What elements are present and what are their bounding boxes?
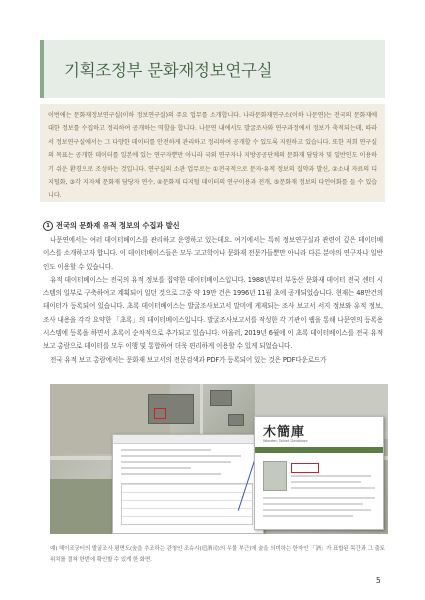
text-line [121,473,221,475]
aerial-building [228,414,244,426]
section-title: 전국의 문화재 유적 정보의 수집과 발신 [56,221,180,230]
section-body [43,234,383,367]
highlight-box [291,463,319,473]
intro-text: 이번에는 문화재정보연구실(이하 정보연구실)의 주요 업무를 소개합니다. 나라문화재연구소(이하 나문연)는 전국의 문화재에 대한 정보를 수집하고 정리하여 공개하는 역할을 합니다. 나문연 내에서도 발굴조사와 연구과정에서 정보가 축적되는데, 따라서 정보연구실에서는 그 다양한 데이터를 안전하게 관리하고 정리하여 공개할 수 있도록 지원하고 있습니다. 또한 저희 연구실의 목표는 공개한 데이터를 일본에 있는 연구자뿐만 아니라 국외 연구자나 지방공공단체의 문화재 담당자 및 일반인도 이용하기 쉬운 환경으로 조성하는 것입니다. 연구실의 소관 업무로는 ①전국적으로 문자·유적 정보의 집약과 발신, ②소내 자료의 디지털화, ③각 지자체 문화재 담당자 연수, ④문화재 디지털 데이터의 연구이용과 전개, ⑤문화재 정보의 다언어화를 들 수 있습니다. [48,112,377,200]
data-table [121,483,253,525]
section-heading [43,221,180,231]
body-paragraph: 나문연에서는 여러 데이터베이스를 관리하고 운영하고 있는데요. 여기에서는 특히 정보연구실과 관련이 깊은 데이터베이스를 소개하고자 합니다. 이 데이터베이스들은 모두 고고학이나 문화재 전문가들뿐만 아니라 다른 분야의 연구자나 일반인도 이용할 수 있습니다. [43,236,383,271]
mokkan-database-window [254,416,384,530]
text-line [291,475,371,477]
mokkan-thumbnail [263,461,287,491]
report-plan-window [112,434,264,534]
figure-screenshot [50,384,388,534]
text-line [263,509,371,511]
body-paragraph: 전국 유적 보고 총람에서는 문화재 보고서의 전문검색과 PDF가 등록되어 있는 것은 PDF다운로드가 [50,355,327,364]
text-line [121,461,231,463]
text-line [263,515,353,517]
text-line [291,481,361,483]
text-line [263,503,363,505]
section-number-badge: 1 [43,221,53,231]
title-banner [40,40,385,98]
window-titlebar [113,435,263,444]
excavation-marker [154,408,166,419]
text-line [121,449,211,451]
body-paragraph: 유적 데이터베이스는 전국의 유적 정보를 집약한 데이터베이스입니다. 1988년부터 부동산 문화재 데이터 전국 센터 시스템의 일부로 구축하여고 계획되어 일던 것으로 그중 약 19만 건은 1996년 11월 초에 공개되었습니다. 현재는 48만건의 데이터가 등록되어 있습니다. 초록 데이터베이스는 발굴조사보고서 말미에 게재되는 조사 보고서 서지 정보와 유적 정보, 조사 내용을 각각 요약한 「초록」의 데이터베이스입니다. 발굴조사보고서를 작성한 각 기관이 웹을 통해 나문연의 등록용 시스템에 등록을 하면서 초록이 순차적으로 추가되고 있습니다. 아울러, 2019년 6월에 이 초록 데이터베이스를 전국 유적 보고 총람으로 데이터를 모두 이행 및 통합하여 더욱 편리하게 이용할 수 있게 되었습니다. [43,275,383,351]
intro-box [40,104,385,202]
site-logo: 木簡庫 [263,425,306,440]
site-subtitle: Wooden Tablet Database [263,439,308,443]
page-number: 5 [376,576,381,585]
aerial-building [210,390,232,406]
text-line [291,487,375,489]
figure-caption: 예) 헤이조궁터의 발굴조사 평면도(숲을 추조하는 관청인 조슈시(造酒司)의 우물 부근)에 술을 의미하는 한자인 「酒」가 표합된 목간과 그 출토 위치를 결쳐 한번에 확인할 수 있게 한 화면. [50,546,385,564]
page-title: 기획조정부 문화재정보연구실 [64,61,273,80]
text-line [121,467,191,469]
text-line [121,455,241,457]
text-line [263,497,375,499]
site-nav-bar [255,447,383,453]
